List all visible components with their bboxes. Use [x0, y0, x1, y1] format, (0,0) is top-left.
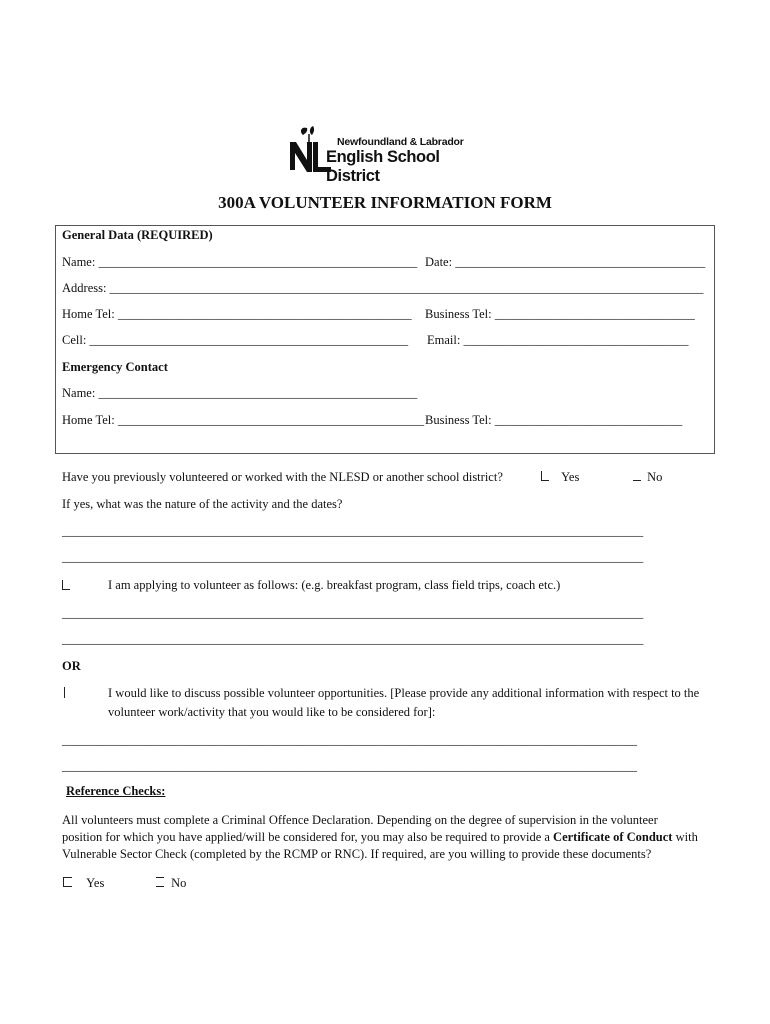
name-field[interactable]: Name: ___________________________________________________ — [62, 255, 418, 269]
previous-followup-text: If yes, what was the nature of the activity and the dates? — [62, 497, 343, 511]
previous-answer-line-2[interactable]: _____________________________________________________________________________________________ — [62, 550, 644, 564]
discuss-text-line1: I would like to discuss possible volunteer opportunities. [Please provide any additional information with respect to the — [108, 686, 700, 700]
reference-paragraph-line2 — [62, 830, 698, 845]
org-name-line2: English School District — [326, 148, 440, 185]
applying-answer-line-2[interactable]: _____________________________________________________________________________________________ — [62, 632, 644, 646]
reference-yes-label: Yes — [86, 876, 105, 890]
emergency-home-tel-field[interactable]: Home Tel: _________________________________________________ — [62, 413, 425, 427]
previous-volunteer-question: Have you previously volunteered or worked with the NLESD or another school district? — [62, 470, 503, 484]
reference-no-option[interactable] — [156, 876, 186, 891]
checkbox-icon[interactable] — [156, 877, 164, 887]
cell-field[interactable]: Cell: ___________________________________________________ — [62, 333, 409, 347]
form-title: 300A VOLUNTEER INFORMATION FORM — [218, 193, 552, 212]
checkbox-icon[interactable] — [541, 471, 549, 481]
reference-yes-option[interactable] — [63, 876, 104, 891]
emergency-contact-heading: Emergency Contact — [62, 360, 168, 374]
discuss-answer-line-1[interactable]: ____________________________________________________________________________________________ — [62, 733, 637, 747]
reference-paragraph-line1: All volunteers must complete a Criminal Offence Declaration. Depending on the degree of supervision in the volunteer — [62, 813, 658, 827]
address-field[interactable]: Address: _______________________________________________________________________________________________ — [62, 281, 704, 295]
previous-no-label: No — [647, 470, 663, 484]
applying-answer-line-1[interactable]: _____________________________________________________________________________________________ — [62, 606, 644, 620]
certificate-of-conduct-text: Certificate of Conduct — [553, 830, 673, 844]
org-name-line1: Newfoundland & Labrador — [337, 136, 464, 148]
emergency-business-tel-field[interactable]: Business Tel: ______________________________ — [425, 413, 683, 427]
discuss-answer-line-2[interactable]: ____________________________________________________________________________________________ — [62, 759, 637, 773]
applying-checkbox-icon[interactable] — [62, 580, 70, 590]
nlesd-logo — [287, 124, 487, 185]
previous-yes-option[interactable] — [541, 470, 579, 485]
business-tel-field[interactable]: Business Tel: ________________________________ — [425, 307, 695, 321]
checkbox-icon[interactable] — [633, 471, 641, 481]
general-data-heading: General Data (REQUIRED) — [62, 228, 213, 242]
discuss-text-line2: volunteer work/activity that you would like to be considered for]: — [108, 705, 436, 719]
emergency-name-field[interactable]: Name: ___________________________________________________ — [62, 386, 418, 400]
reference-p2-start: position for which you have applied/will be considered for, you may also be required to provide a — [62, 830, 554, 844]
home-tel-field[interactable]: Home Tel: _______________________________________________ — [62, 307, 412, 321]
discuss-checkbox-icon[interactable] — [64, 687, 66, 698]
date-field[interactable]: Date: ________________________________________ — [425, 255, 706, 269]
previous-no-option[interactable] — [633, 470, 662, 485]
reference-paragraph-line3: Vulnerable Sector Check (completed by the RCMP or RNC). If required, are you willing to provide these documents? — [62, 847, 652, 861]
previous-answer-line-1[interactable]: _____________________________________________________________________________________________ — [62, 524, 644, 538]
or-label: OR — [62, 659, 81, 673]
reference-no-label: No — [171, 876, 187, 890]
checkbox-icon[interactable] — [63, 877, 72, 887]
applying-text: I am applying to volunteer as follows: (e.g. breakfast program, class field trips, coach etc.) — [108, 578, 561, 592]
reference-checks-heading: Reference Checks: — [66, 784, 166, 798]
reference-p2-end: with — [672, 830, 698, 844]
email-field[interactable]: Email: ____________________________________ — [427, 333, 689, 347]
previous-yes-label: Yes — [561, 470, 580, 484]
